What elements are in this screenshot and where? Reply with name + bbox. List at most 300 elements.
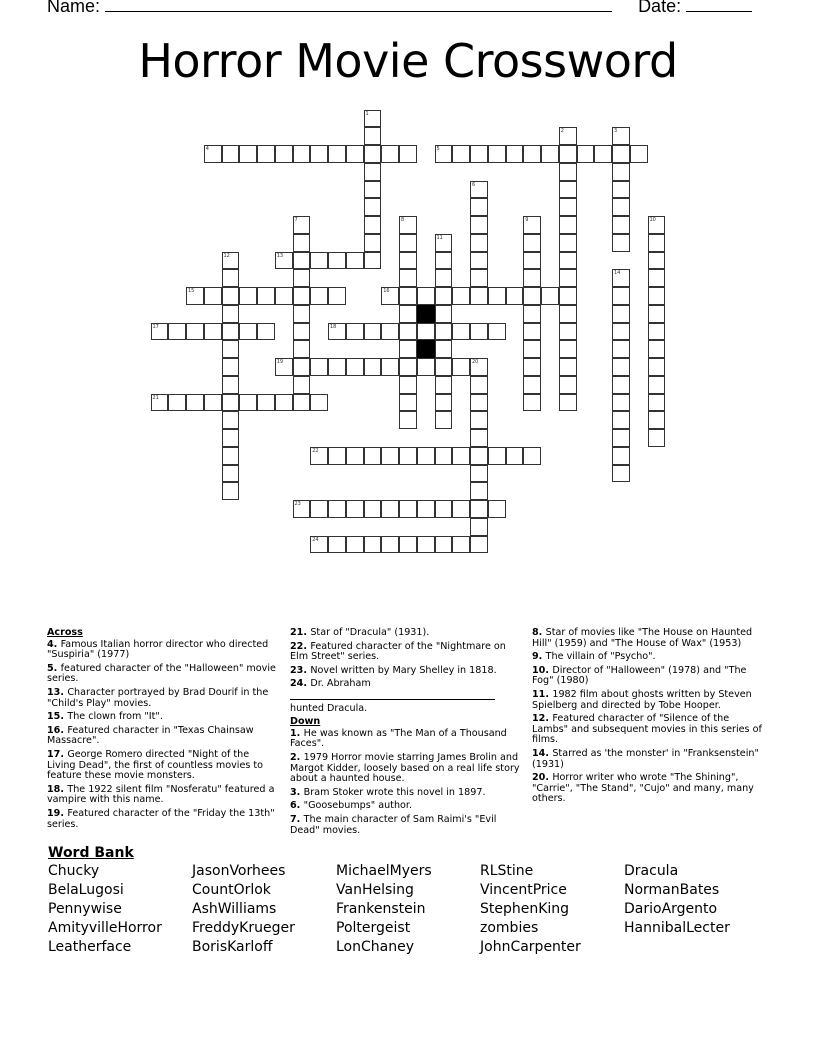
grid-cell[interactable] bbox=[346, 500, 364, 518]
clue-text: featured character of the "Halloween" movie series. bbox=[47, 662, 276, 685]
across-clue bbox=[47, 688, 279, 709]
grid-cell[interactable] bbox=[222, 269, 240, 287]
grid-cell[interactable] bbox=[222, 482, 240, 500]
grid-cell[interactable] bbox=[293, 340, 311, 358]
grid-cell[interactable] bbox=[488, 287, 506, 305]
grid-cell[interactable] bbox=[275, 358, 293, 376]
grid-cell[interactable] bbox=[523, 394, 541, 412]
grid-cell[interactable] bbox=[470, 447, 488, 465]
grid-cell[interactable] bbox=[222, 145, 240, 163]
grid-cell[interactable] bbox=[186, 394, 204, 412]
grid-cell[interactable] bbox=[541, 287, 559, 305]
date-label: Date: bbox=[638, 0, 682, 16]
clue-number: 23. bbox=[290, 664, 311, 676]
grid-cell[interactable] bbox=[328, 252, 346, 270]
grid-cell[interactable] bbox=[399, 394, 417, 412]
grid-cell[interactable] bbox=[417, 287, 435, 305]
grid-cell[interactable] bbox=[506, 447, 524, 465]
grid-cell[interactable] bbox=[417, 447, 435, 465]
grid-cell[interactable] bbox=[346, 536, 364, 554]
grid-cell[interactable] bbox=[435, 252, 453, 270]
grid-cell[interactable] bbox=[648, 252, 666, 270]
clue-number: 3 bbox=[614, 128, 618, 135]
grid-cell[interactable] bbox=[328, 287, 346, 305]
clue-number: 17. bbox=[47, 748, 68, 760]
grid-cell[interactable] bbox=[168, 323, 186, 341]
date-field[interactable] bbox=[686, 0, 752, 12]
grid-cell[interactable] bbox=[523, 269, 541, 287]
clue-number: 7 bbox=[294, 217, 298, 223]
grid-cell[interactable] bbox=[364, 110, 382, 128]
grid-cell[interactable] bbox=[523, 216, 541, 234]
grid-cell[interactable] bbox=[559, 252, 577, 270]
grid-cell[interactable] bbox=[452, 287, 470, 305]
grid-cell[interactable] bbox=[559, 198, 577, 216]
grid-cell[interactable] bbox=[648, 394, 666, 412]
grid-cell[interactable] bbox=[364, 181, 382, 199]
grid-cell[interactable] bbox=[222, 305, 240, 323]
grid-cell[interactable] bbox=[204, 145, 222, 163]
grid-cell[interactable] bbox=[435, 305, 453, 323]
grid-cell[interactable] bbox=[399, 234, 417, 252]
grid-cell[interactable] bbox=[346, 252, 364, 270]
grid-cell[interactable] bbox=[648, 358, 666, 376]
grid-cell[interactable] bbox=[364, 145, 382, 163]
grid-cell[interactable] bbox=[222, 323, 240, 341]
grid-cell[interactable] bbox=[364, 198, 382, 216]
grid-cell[interactable] bbox=[452, 323, 470, 341]
grid-cell[interactable] bbox=[577, 145, 595, 163]
grid-cell[interactable] bbox=[310, 287, 328, 305]
grid-cell[interactable] bbox=[612, 287, 630, 305]
grid-cell[interactable] bbox=[222, 429, 240, 447]
grid-cell[interactable] bbox=[648, 340, 666, 358]
grid-cell[interactable] bbox=[523, 376, 541, 394]
grid-cell[interactable] bbox=[523, 145, 541, 163]
clue-number: 15 bbox=[188, 288, 195, 294]
grid-cell[interactable] bbox=[328, 500, 346, 518]
grid-cell[interactable] bbox=[381, 287, 399, 305]
grid-cell[interactable] bbox=[435, 394, 453, 412]
grid-cell[interactable] bbox=[399, 323, 417, 341]
clue-number: 17 bbox=[152, 323, 159, 330]
down-clue bbox=[532, 714, 764, 746]
grid-cell[interactable] bbox=[452, 500, 470, 518]
clue-number: 24 bbox=[312, 536, 319, 543]
grid-cell[interactable] bbox=[435, 234, 453, 252]
word-bank-item: JohnCarpenter bbox=[480, 939, 581, 955]
grid-cell[interactable] bbox=[470, 145, 488, 163]
grid-cell[interactable] bbox=[559, 358, 577, 376]
grid-cell[interactable] bbox=[488, 447, 506, 465]
clue-text: The clown from "It". bbox=[67, 711, 163, 723]
grid-cell[interactable] bbox=[470, 429, 488, 447]
grid-cell[interactable] bbox=[399, 411, 417, 429]
grid-cell[interactable] bbox=[364, 447, 382, 465]
grid-cell[interactable] bbox=[364, 500, 382, 518]
word-bank-item: Poltergeist bbox=[336, 920, 411, 936]
grid-cell[interactable] bbox=[310, 536, 328, 554]
grid-cell[interactable] bbox=[222, 287, 240, 305]
grid-cell[interactable] bbox=[559, 145, 577, 163]
grid-cell[interactable] bbox=[364, 252, 382, 270]
grid-cell[interactable] bbox=[310, 447, 328, 465]
clues-column-2 bbox=[290, 628, 522, 839]
grid-cell[interactable] bbox=[452, 358, 470, 376]
word-bank-item: StephenKing bbox=[480, 901, 570, 917]
grid-cell[interactable] bbox=[648, 429, 666, 447]
clue-number: 12. bbox=[532, 713, 553, 725]
grid-cell[interactable] bbox=[488, 500, 506, 518]
grid-cell[interactable] bbox=[648, 305, 666, 323]
grid-cell[interactable] bbox=[399, 447, 417, 465]
clue-number: 2. bbox=[290, 751, 304, 763]
clue-number: 15. bbox=[47, 711, 68, 723]
grid-cell[interactable] bbox=[506, 287, 524, 305]
grid-cell[interactable] bbox=[612, 145, 630, 163]
clue-text: Star of "Dracula" (1931). bbox=[310, 627, 430, 638]
grid-cell[interactable] bbox=[541, 145, 559, 163]
grid-cell[interactable] bbox=[293, 287, 311, 305]
grid-cell[interactable] bbox=[470, 181, 488, 199]
word-bank-item: MichaelMyers bbox=[336, 863, 432, 879]
grid-cell[interactable] bbox=[470, 536, 488, 554]
grid-cell[interactable] bbox=[612, 305, 630, 323]
grid-cell[interactable] bbox=[222, 465, 240, 483]
grid-cell[interactable] bbox=[559, 234, 577, 252]
grid-cell[interactable] bbox=[488, 145, 506, 163]
grid-cell[interactable] bbox=[257, 394, 275, 412]
grid-cell[interactable] bbox=[293, 376, 311, 394]
grid-cell[interactable] bbox=[293, 394, 311, 412]
across-clue bbox=[47, 640, 279, 661]
down-clue bbox=[532, 749, 764, 770]
grid-cell[interactable] bbox=[523, 287, 541, 305]
clue-text: Director of "Halloween" (1978) and "The Fog" (1980) bbox=[532, 664, 747, 687]
clue-number: 20 bbox=[472, 359, 479, 365]
grid-cell[interactable] bbox=[559, 376, 577, 394]
grid-cell[interactable] bbox=[381, 500, 399, 518]
grid-cell[interactable] bbox=[470, 465, 488, 483]
grid-cell[interactable] bbox=[470, 252, 488, 270]
clue-text: 1982 film about ghosts written by Steven Spielberg and directed by Tobe Hooper. bbox=[532, 688, 752, 711]
grid-cell[interactable] bbox=[488, 323, 506, 341]
grid-cell[interactable] bbox=[293, 145, 311, 163]
grid-cell[interactable] bbox=[612, 447, 630, 465]
grid-cell[interactable] bbox=[204, 394, 222, 412]
grid-cell[interactable] bbox=[435, 287, 453, 305]
grid-cell[interactable] bbox=[612, 234, 630, 252]
grid-cell[interactable] bbox=[470, 198, 488, 216]
grid-cell[interactable] bbox=[222, 447, 240, 465]
clue-number: 13 bbox=[276, 252, 284, 259]
grid-cell[interactable] bbox=[612, 323, 630, 341]
grid-cell[interactable] bbox=[293, 500, 311, 518]
grid-cell[interactable] bbox=[364, 323, 382, 341]
grid-cell[interactable] bbox=[559, 127, 577, 145]
grid-cell[interactable] bbox=[559, 216, 577, 234]
grid-cell[interactable] bbox=[435, 411, 453, 429]
grid-cell[interactable] bbox=[470, 287, 488, 305]
grid-cell[interactable] bbox=[648, 411, 666, 429]
grid-cell[interactable] bbox=[417, 536, 435, 554]
grid-cell[interactable] bbox=[612, 216, 630, 234]
grid-cell[interactable] bbox=[399, 287, 417, 305]
down-clue bbox=[290, 788, 522, 799]
grid-cell[interactable] bbox=[328, 358, 346, 376]
grid-cell[interactable] bbox=[523, 252, 541, 270]
across-clue bbox=[47, 750, 279, 782]
down-clue bbox=[290, 801, 522, 812]
grid-cell[interactable] bbox=[470, 358, 488, 376]
grid-cell[interactable] bbox=[346, 323, 364, 341]
grid-cell[interactable] bbox=[186, 287, 204, 305]
clue-text: The main character of Sam Raimi's "Evil Dead" movies. bbox=[290, 813, 497, 836]
clue-number: 4. bbox=[47, 638, 61, 650]
grid-cell[interactable] bbox=[239, 323, 257, 341]
grid-cell[interactable] bbox=[452, 536, 470, 554]
grid-cell[interactable] bbox=[222, 394, 240, 412]
grid-cell[interactable] bbox=[612, 198, 630, 216]
grid-cell[interactable] bbox=[151, 394, 169, 412]
grid-cell[interactable] bbox=[630, 145, 648, 163]
grid-cell[interactable] bbox=[328, 145, 346, 163]
grid-cell[interactable] bbox=[293, 216, 311, 234]
grid-cell[interactable] bbox=[417, 358, 435, 376]
grid-cell[interactable] bbox=[364, 127, 382, 145]
grid-cell[interactable] bbox=[239, 394, 257, 412]
grid-cell[interactable] bbox=[435, 269, 453, 287]
grid-cell[interactable] bbox=[168, 394, 186, 412]
grid-cell[interactable] bbox=[310, 252, 328, 270]
clues-column-3 bbox=[532, 628, 764, 808]
grid-cell[interactable] bbox=[186, 323, 204, 341]
crossword-grid bbox=[151, 110, 671, 560]
clue-number: 1. bbox=[290, 727, 304, 739]
grid-cell[interactable] bbox=[612, 127, 630, 145]
grid-cell[interactable] bbox=[222, 358, 240, 376]
clue-text: The 1922 silent film "Nosferatu" featured a vampire with this name. bbox=[47, 783, 275, 806]
grid-cell[interactable] bbox=[222, 411, 240, 429]
grid-cell[interactable] bbox=[399, 216, 417, 234]
word-bank-item: NormanBates bbox=[624, 882, 720, 898]
grid-cell[interactable] bbox=[399, 500, 417, 518]
down-clue bbox=[532, 773, 764, 805]
down-clue bbox=[290, 815, 522, 836]
grid-cell[interactable] bbox=[399, 376, 417, 394]
grid-cell[interactable] bbox=[257, 323, 275, 341]
grid-cell[interactable] bbox=[310, 500, 328, 518]
grid-cell[interactable] bbox=[559, 269, 577, 287]
grid-cell[interactable] bbox=[346, 447, 364, 465]
clue-number: 9 bbox=[525, 217, 529, 223]
grid-cell[interactable] bbox=[470, 518, 488, 536]
grid-cell[interactable] bbox=[399, 269, 417, 287]
across-clue bbox=[47, 712, 279, 723]
grid-cell[interactable] bbox=[452, 145, 470, 163]
grid-cell[interactable] bbox=[204, 287, 222, 305]
name-field[interactable] bbox=[105, 0, 612, 12]
grid-cell[interactable] bbox=[310, 145, 328, 163]
grid-cell[interactable] bbox=[648, 287, 666, 305]
grid-cell[interactable] bbox=[559, 163, 577, 181]
word-bank-item: AshWilliams bbox=[192, 901, 277, 917]
grid-cell[interactable] bbox=[275, 394, 293, 412]
across-clue bbox=[290, 642, 522, 663]
grid-cell[interactable] bbox=[612, 358, 630, 376]
grid-cell[interactable] bbox=[381, 358, 399, 376]
grid-cell[interactable] bbox=[222, 252, 240, 270]
grid-cell[interactable] bbox=[523, 358, 541, 376]
grid-cell[interactable] bbox=[435, 376, 453, 394]
clue-number: 5 bbox=[436, 146, 440, 152]
grid-cell[interactable] bbox=[470, 376, 488, 394]
grid-cell[interactable] bbox=[612, 269, 630, 287]
grid-cell[interactable] bbox=[293, 323, 311, 341]
grid-cell[interactable] bbox=[612, 181, 630, 199]
grid-cell[interactable] bbox=[293, 234, 311, 252]
grid-cell[interactable] bbox=[648, 234, 666, 252]
word-bank-item: RLStine bbox=[480, 863, 534, 879]
grid-cell[interactable] bbox=[648, 269, 666, 287]
grid-cell[interactable] bbox=[275, 287, 293, 305]
grid-cell[interactable] bbox=[559, 323, 577, 341]
grid-cell[interactable] bbox=[399, 252, 417, 270]
grid-cell[interactable] bbox=[559, 340, 577, 358]
clue-number: 22 bbox=[312, 447, 319, 454]
grid-cell[interactable] bbox=[151, 323, 169, 341]
grid-cell[interactable] bbox=[470, 482, 488, 500]
grid-cell[interactable] bbox=[435, 500, 453, 518]
grid-cell[interactable] bbox=[470, 234, 488, 252]
grid-cell[interactable] bbox=[346, 145, 364, 163]
word-bank-item: LonChaney bbox=[336, 939, 414, 955]
grid-cell[interactable] bbox=[435, 358, 453, 376]
grid-cell[interactable] bbox=[559, 181, 577, 199]
grid-cell[interactable] bbox=[648, 323, 666, 341]
grid-cell[interactable] bbox=[222, 376, 240, 394]
grid-cell[interactable] bbox=[523, 305, 541, 323]
grid-cell[interactable] bbox=[399, 305, 417, 323]
grid-cell[interactable] bbox=[559, 394, 577, 412]
grid-cell[interactable] bbox=[470, 269, 488, 287]
grid-cell[interactable] bbox=[275, 145, 293, 163]
grid-cell[interactable] bbox=[417, 500, 435, 518]
grid-cell[interactable] bbox=[275, 252, 293, 270]
grid-cell[interactable] bbox=[435, 145, 453, 163]
grid-cell[interactable] bbox=[612, 465, 630, 483]
clue-text: Starred as 'the monster' in "Franksenstein" (1931) bbox=[532, 747, 759, 770]
grid-cell[interactable] bbox=[328, 447, 346, 465]
grid-cell[interactable] bbox=[435, 323, 453, 341]
grid-cell[interactable] bbox=[310, 394, 328, 412]
grid-cell[interactable] bbox=[523, 447, 541, 465]
grid-cell[interactable] bbox=[612, 163, 630, 181]
clue-number: 19. bbox=[47, 807, 68, 819]
word-bank-item: Leatherface bbox=[48, 939, 132, 955]
grid-cell[interactable] bbox=[612, 376, 630, 394]
grid-cell[interactable] bbox=[364, 358, 382, 376]
grid-cell[interactable] bbox=[470, 216, 488, 234]
grid-cell[interactable] bbox=[293, 358, 311, 376]
grid-cell[interactable] bbox=[594, 145, 612, 163]
grid-cell[interactable] bbox=[435, 447, 453, 465]
grid-cell[interactable] bbox=[612, 340, 630, 358]
grid-cell[interactable] bbox=[399, 145, 417, 163]
word-bank-item: Dracula bbox=[624, 863, 679, 879]
grid-cell[interactable] bbox=[293, 269, 311, 287]
grid-cell[interactable] bbox=[648, 376, 666, 394]
grid-cell[interactable] bbox=[470, 411, 488, 429]
grid-cell[interactable] bbox=[523, 340, 541, 358]
clue-number: 6 bbox=[472, 181, 476, 188]
grid-cell[interactable] bbox=[222, 340, 240, 358]
grid-cell[interactable] bbox=[399, 536, 417, 554]
grid-cell[interactable] bbox=[559, 305, 577, 323]
word-bank-item: Frankenstein bbox=[336, 901, 426, 917]
grid-cell[interactable] bbox=[239, 287, 257, 305]
grid-cell[interactable] bbox=[364, 234, 382, 252]
grid-cell[interactable] bbox=[612, 394, 630, 412]
grid-cell[interactable] bbox=[328, 536, 346, 554]
grid-cell[interactable] bbox=[452, 447, 470, 465]
word-bank-item: zombies bbox=[480, 920, 539, 936]
grid-cell[interactable] bbox=[435, 340, 453, 358]
grid-cell[interactable] bbox=[435, 536, 453, 554]
clues-column-1 bbox=[47, 628, 279, 833]
grid-cell[interactable] bbox=[381, 323, 399, 341]
grid-cell[interactable] bbox=[310, 358, 328, 376]
grid-cell[interactable] bbox=[381, 145, 399, 163]
clue-number: 5. bbox=[47, 662, 61, 674]
grid-cell[interactable] bbox=[204, 323, 222, 341]
grid-cell[interactable] bbox=[399, 358, 417, 376]
grid-cell[interactable] bbox=[381, 536, 399, 554]
grid-cell[interactable] bbox=[470, 500, 488, 518]
clue-number: 11 bbox=[436, 234, 443, 241]
clue-number: 9. bbox=[532, 651, 546, 663]
grid-cell[interactable] bbox=[417, 323, 435, 341]
grid-cell[interactable] bbox=[257, 287, 275, 305]
grid-cell[interactable] bbox=[381, 447, 399, 465]
grid-cell[interactable] bbox=[239, 145, 257, 163]
grid-cell[interactable] bbox=[470, 323, 488, 341]
grid-cell[interactable] bbox=[648, 216, 666, 234]
grid-cell[interactable] bbox=[523, 234, 541, 252]
grid-cell[interactable] bbox=[364, 536, 382, 554]
grid-cell[interactable] bbox=[523, 323, 541, 341]
grid-cell[interactable] bbox=[328, 323, 346, 341]
clue-text: George Romero directed "Night of the Living Dead", the first of countless movies to feature these movie monsters. bbox=[47, 748, 264, 782]
grid-cell[interactable] bbox=[559, 287, 577, 305]
grid-cell[interactable] bbox=[612, 411, 630, 429]
grid-cell[interactable] bbox=[506, 145, 524, 163]
grid-cell[interactable] bbox=[399, 340, 417, 358]
clue-number: 14. bbox=[532, 747, 553, 759]
grid-cell[interactable] bbox=[470, 394, 488, 412]
word-bank-item: CountOrlok bbox=[192, 882, 271, 898]
grid-cell[interactable] bbox=[346, 358, 364, 376]
grid-cell[interactable] bbox=[364, 216, 382, 234]
word-bank-item: VincentPrice bbox=[480, 882, 567, 898]
grid-cell[interactable] bbox=[293, 305, 311, 323]
grid-cell[interactable] bbox=[612, 429, 630, 447]
grid-cell[interactable] bbox=[257, 145, 275, 163]
word-bank-item: HannibalLecter bbox=[624, 920, 730, 936]
word-bank-item: DarioArgento bbox=[624, 901, 718, 917]
grid-cell[interactable] bbox=[364, 163, 382, 181]
grid-cell[interactable] bbox=[293, 252, 311, 270]
